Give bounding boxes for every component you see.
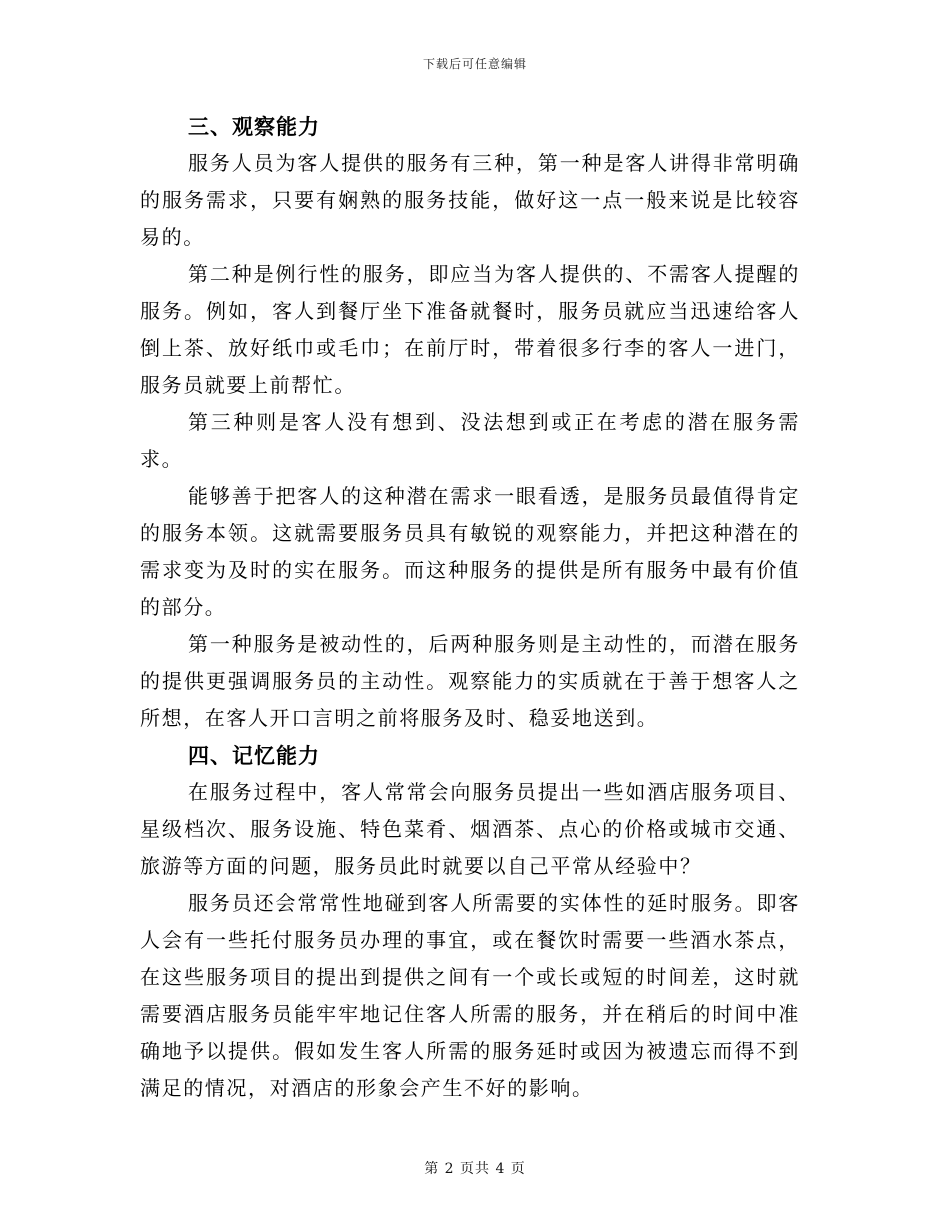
section-heading-observation: 三、观察能力 xyxy=(188,114,320,139)
page-header: 下载后可任意编辑 xyxy=(422,57,527,71)
paragraph: 第二种是例行性的服务，即应当为客人提供的、不需客人提醒的服务。例如，客人到餐厅坐下准备就餐时，服务员就应当迅速给客人倒上茶、放好纸巾或毛巾；在前厅时，带着很多行李的客人一进门，服务员就要上前帮忙。 xyxy=(140,262,800,397)
paragraph: 能够善于把客人的这种潜在需求一眼看透，是服务员最值得肯定的服务本领。这就需要服务员具有敏锐的观察能力，并把这种潜在的需求变为及时的实在服务。而这种服务的提供是所有服务中最有价值的部分。 xyxy=(140,484,800,619)
page-footer: 第 2 页共 4 页 xyxy=(424,1161,526,1177)
paragraph: 第一种服务是被动性的，后两种服务则是主动性的，而潜在服务的提供更强调服务员的主动性。观察能力的实质就在于善于想客人之所想，在客人开口言明之前将服务及时、稳妥地送到。 xyxy=(140,632,800,730)
document-body xyxy=(140,108,800,1107)
paragraph: 服务员还会常常性地碰到客人所需要的实体性的延时服务。即客人会有一些托付服务员办理的事宜，或在餐饮时需要一些酒水茶点，在这些服务项目的提出到提供之间有一个或长或短的时间差，这时就需要酒店服务员能牢牢地记住客人所需的服务，并在稍后的时间中准确地予以提供。假如发生客人所需的服务延时或因为被遗忘而得不到满足的情况，对酒店的形象会产生不好的影响。 xyxy=(140,891,800,1100)
paragraph: 第三种则是客人没有想到、没法想到或正在考虑的潜在服务需求。 xyxy=(140,410,800,471)
paragraph: 服务人员为客人提供的服务有三种，第一种是客人讲得非常明确的服务需求，只要有娴熟的服务技能，做好这一点一般来说是比较容易的。 xyxy=(140,151,800,249)
section-heading-memory: 四、记忆能力 xyxy=(188,743,320,768)
paragraph: 在服务过程中，客人常常会向服务员提出一些如酒店服务项目、星级档次、服务设施、特色菜肴、烟酒茶、点心的价格或城市交通、旅游等方面的问题，服务员此时就要以自己平常从经验中？ xyxy=(140,780,800,878)
